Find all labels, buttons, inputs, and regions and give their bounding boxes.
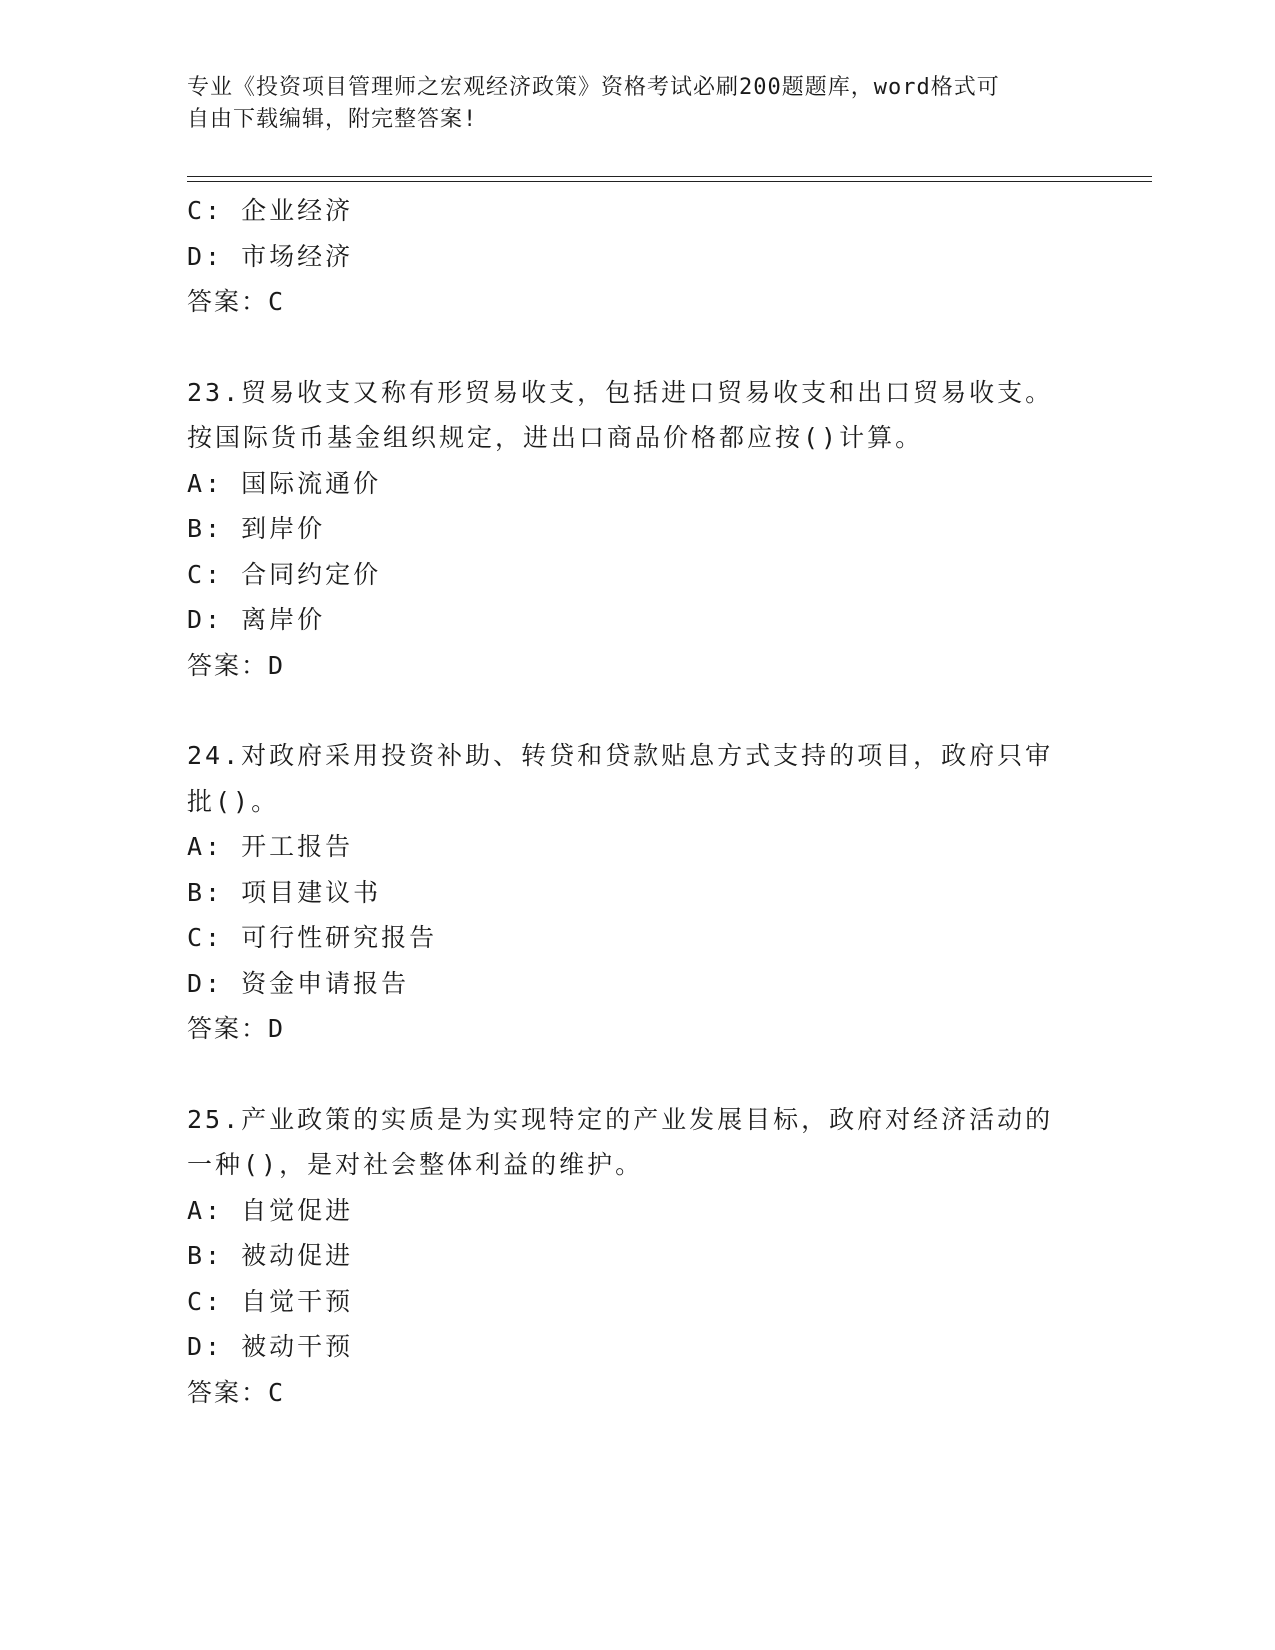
option-d: D: 被动干预 [187,1332,354,1361]
header-divider-top [187,176,1152,177]
spacer [187,1052,1087,1097]
document-header [187,72,1067,136]
question-22-continued [187,188,1087,325]
question-text: 一种()，是对社会整体利益的维护。 [187,1150,644,1179]
option-b: B: 被动促进 [187,1241,354,1270]
header-divider-bottom [187,181,1152,182]
option-a: A: 国际流通价 [187,468,382,498]
answer: 答案：D [187,650,286,680]
option-c: C: 企业经济 [187,196,354,225]
option-c: C: 合同约定价 [187,559,382,589]
option-d: D: 市场经济 [187,241,354,271]
option-b: B: 项目建议书 [187,877,382,907]
option-a: A: 开工报告 [187,832,354,861]
question-text: 批()。 [187,786,280,816]
answer: 答案：C [187,1377,286,1407]
option-a: A: 自觉促进 [187,1195,354,1225]
question-24 [187,733,1087,1052]
answer: 答案：D [187,1014,286,1043]
question-23 [187,370,1087,689]
answer: 答案：C [187,287,286,316]
option-c: C: 自觉干预 [187,1286,354,1316]
spacer [187,325,1087,370]
question-text: 25.产业政策的实质是为实现特定的产业发展目标，政府对经济活动的 [187,1104,1054,1134]
spacer [187,688,1087,733]
option-d: D: 资金申请报告 [187,968,410,998]
option-d: D: 离岸价 [187,605,326,634]
header-line-1: 专业《投资项目管理师之宏观经济政策》资格考试必刷200题题库，word格式可 [187,75,1000,100]
option-b: B: 到岸价 [187,514,326,543]
option-c: C: 可行性研究报告 [187,923,438,952]
header-line-2: 自由下载编辑，附完整答案! [187,107,478,132]
question-text: 24.对政府采用投资补助、转贷和贷款贴息方式支持的项目，政府只审 [187,741,1054,770]
question-text: 按国际货币基金组织规定，进出口商品价格都应按()计算。 [187,423,924,452]
question-text: 23.贸易收支又称有形贸易收支，包括进口贸易收支和出口贸易收支。 [187,377,1054,407]
document-body [187,188,1087,1415]
question-25 [187,1097,1087,1416]
